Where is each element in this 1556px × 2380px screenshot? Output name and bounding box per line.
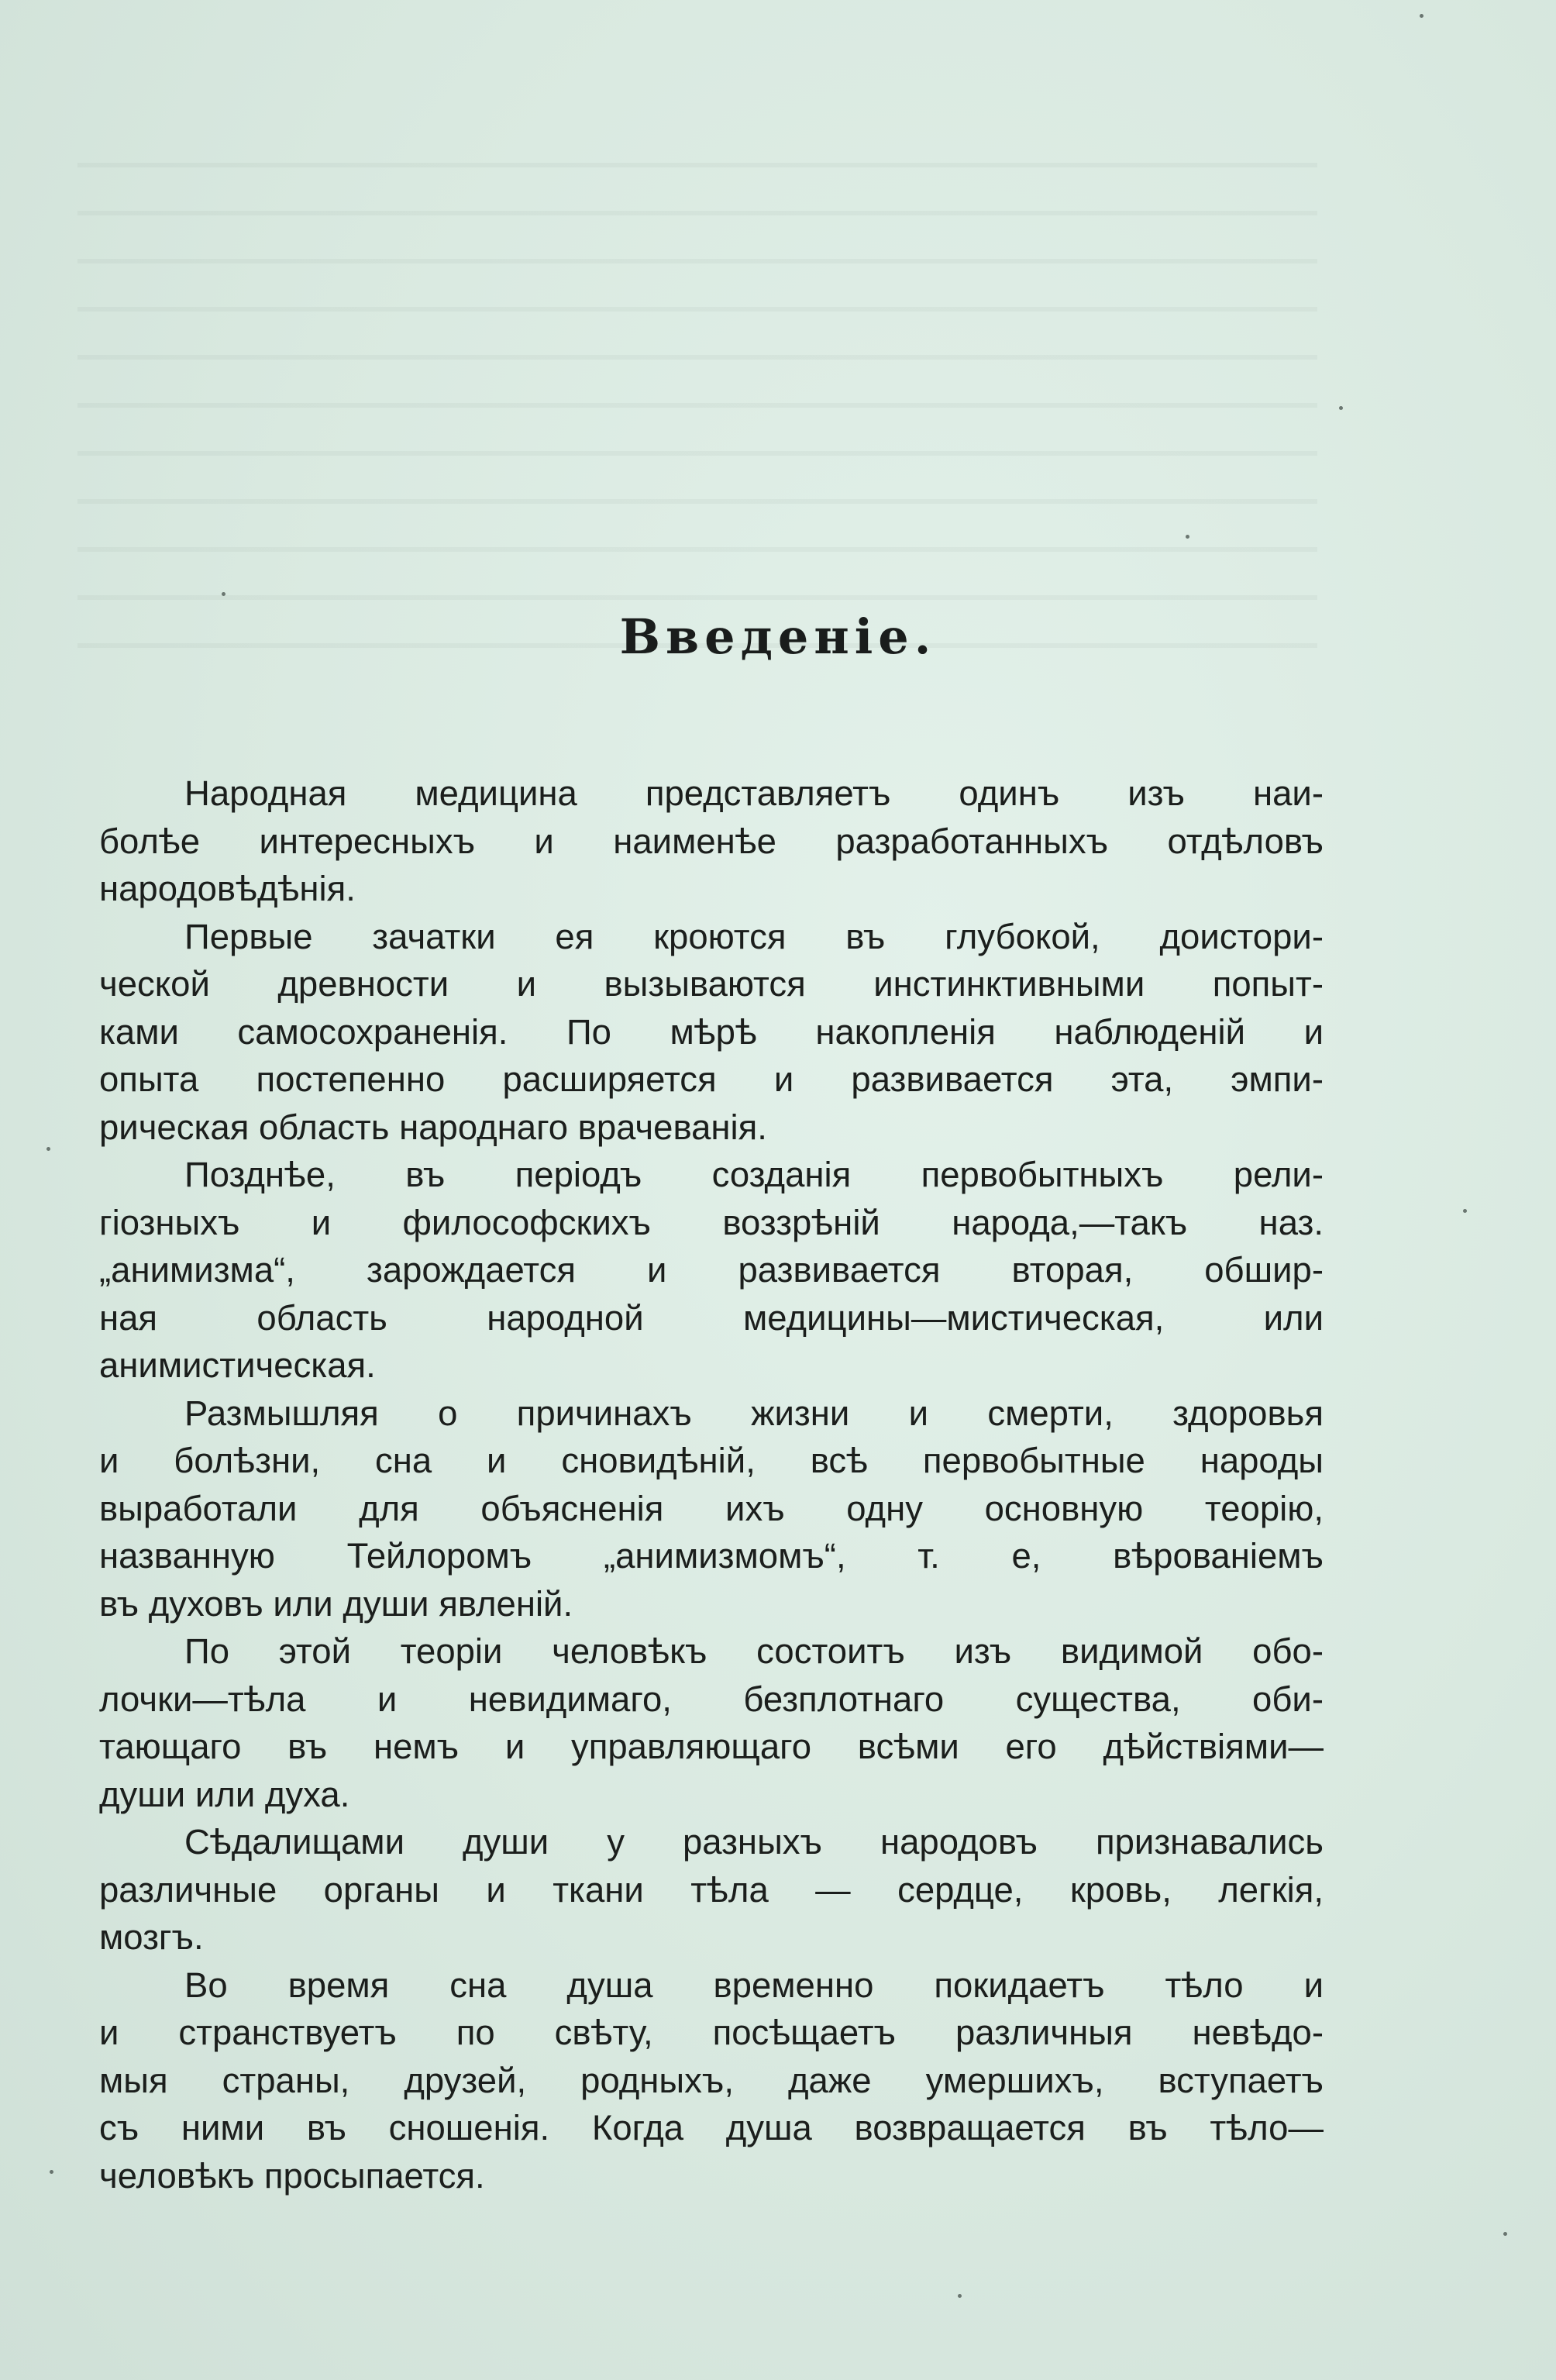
text-line: въ духовъ или души явленiй. (99, 1583, 573, 1624)
text-line: народовѣдѣнiя. (99, 869, 356, 908)
text-line: и болѣзни, сна и сновидѣнiй, всѣ первобытные народы (99, 1441, 1324, 1480)
text-line: опыта постепенно расширяется и развивается эта, эмпи- (99, 1059, 1324, 1099)
text-line: лочки—тѣла и невидимаго, безплотнаго существа, оби- (99, 1679, 1324, 1719)
text-line: ная область народной медицины—мистическая, или (99, 1297, 1324, 1338)
text-line: и странствуетъ по свѣту, посѣщаетъ различныя невѣдо- (99, 2013, 1324, 2052)
paper-speck (1339, 406, 1343, 410)
paper-speck (46, 1147, 50, 1151)
paragraph (99, 770, 1324, 913)
paragraph (99, 1962, 1324, 2200)
paper-speck (1503, 2232, 1507, 2236)
paragraph (99, 1390, 1324, 1628)
show-through-text (77, 139, 1317, 682)
text-line: Сѣдалищами души у разныхъ народовъ признавались (184, 1822, 1324, 1862)
text-line: Размышляя о причинахъ жизни и смерти, здоровья (184, 1393, 1324, 1433)
paper-speck (50, 2170, 53, 2174)
text-line: мозгъ. (99, 1917, 204, 1957)
text-line: мыя страны, друзей, родныхъ, даже умершихъ, вступаетъ (99, 2060, 1324, 2100)
text-line: „анимизма“, зарождается и развивается вторая, обшир- (99, 1250, 1324, 1290)
text-line: ками самосохраненiя. По мѣрѣ накопленiя наблюденiй и (99, 1011, 1324, 1052)
paragraph (99, 1627, 1324, 1818)
text-line: души или духа. (99, 1774, 350, 1814)
paper-speck (1186, 535, 1189, 539)
paper-speck (222, 592, 225, 596)
chapter-title: Введенiе. (619, 608, 937, 665)
paragraph (99, 1151, 1324, 1390)
text-line: болѣе интересныхъ и наименѣе разработанныхъ отдѣловъ (99, 821, 1324, 861)
text-line: анимистическая. (99, 1345, 376, 1385)
paragraph (99, 1818, 1324, 1962)
text-line: названную Тейлоромъ „анимизмомъ“, т. е, вѣрованiемъ (99, 1536, 1324, 1576)
text-line: выработали для объясненiя ихъ одну основную теорiю, (99, 1488, 1324, 1528)
text-line: Во время сна душа временно покидаетъ тѣло и (184, 1965, 1324, 2005)
text-line: гiозныхъ и философскихъ воззрѣнiй народа,—такъ наз. (99, 1202, 1324, 1242)
text-line: человѣкъ просыпается. (99, 2155, 485, 2196)
paper-speck (1420, 14, 1423, 18)
text-line: Народная медицина представляетъ одинъ изъ наи- (184, 773, 1324, 813)
body-text (99, 770, 1324, 2199)
text-line: По этой теорiи человѣкъ состоитъ изъ видимой обо- (184, 1631, 1324, 1671)
text-line: ческой древности и вызываются инстинктивными попыт- (99, 964, 1324, 1004)
text-line: рическая область народнаго врачеванiя. (99, 1107, 767, 1147)
paragraph (99, 913, 1324, 1152)
text-line: Позднѣе, въ перiодъ созданiя первобытныхъ рели- (184, 1155, 1324, 1194)
paper-speck (1463, 1209, 1467, 1213)
text-line: съ ними въ сношенiя. Когда душа возвращается въ тѣло— (99, 2108, 1324, 2148)
text-line: Первые зачатки ея кроются въ глубокой, доистори- (184, 916, 1324, 956)
paper-speck (958, 2294, 962, 2298)
text-line: тающаго въ немъ и управляющаго всѣми его дѣйствiями— (99, 1727, 1324, 1766)
text-line: различные органы и ткани тѣла — сердце, кровь, легкiя, (99, 1869, 1324, 1910)
